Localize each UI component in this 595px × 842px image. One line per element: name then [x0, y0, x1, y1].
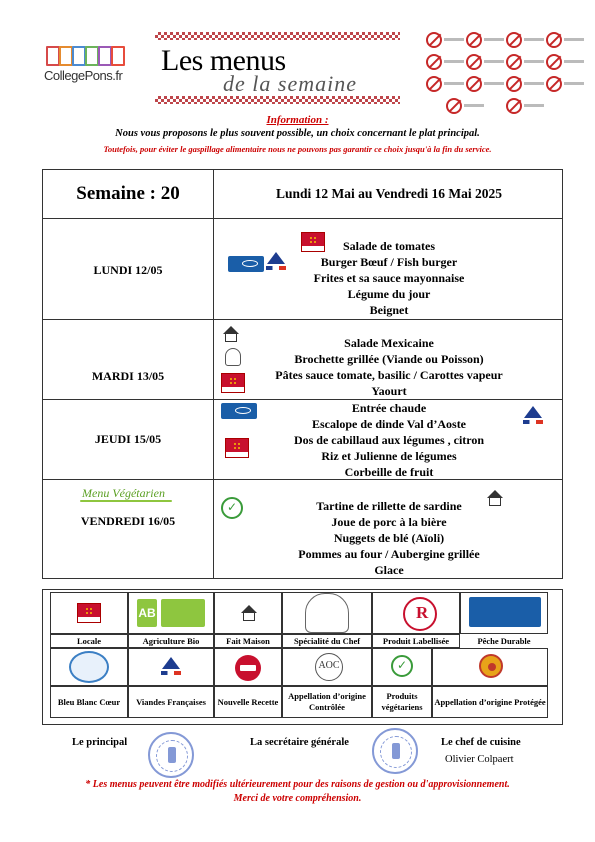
- dish-item: Pâtes sauce tomate, basilic / Carottes vapeur: [275, 368, 503, 382]
- legend-label: Viandes Françaises: [128, 686, 214, 718]
- legend-icon-cell: [282, 648, 372, 686]
- signature-secretaire: La secrétaire générale: [250, 737, 349, 748]
- aop-icon: [479, 654, 503, 678]
- info-warning: Toutefois, pour éviter le gaspillage alimentaire nous ne pouvons pas garantir ce choix jusqu'à la fin du service.: [103, 144, 492, 154]
- allergen-label: [564, 60, 584, 63]
- day-dishes: [214, 400, 564, 480]
- logo-card-icon: [111, 46, 125, 66]
- legend-label: Produits végétariens: [372, 686, 432, 718]
- college-logo[interactable]: [44, 44, 124, 92]
- dish-item: Joue de porc à la bière: [331, 515, 447, 529]
- allergen-label: [524, 38, 544, 41]
- legend-label: Produit Labellisée: [372, 634, 460, 648]
- celery-icon: [426, 76, 442, 92]
- allergen-label: [444, 82, 464, 85]
- logo-card-icon: [72, 46, 86, 66]
- legend-icon-cell: [50, 592, 128, 634]
- local-occitanie-icon: [77, 603, 101, 623]
- nouvelle-recette-icon: [235, 655, 261, 681]
- allergen-chart: [422, 26, 584, 122]
- allergen-label: [464, 104, 484, 107]
- viandes-francaises-icon: [159, 657, 183, 677]
- dish-item: Salade de tomates: [343, 239, 435, 253]
- dish-item: Glace: [374, 563, 404, 577]
- dish-item: Nuggets de blé (Aïoli): [333, 531, 445, 545]
- local-occitanie-icon: [301, 232, 325, 252]
- aoc-icon: AOC: [315, 653, 343, 681]
- menu-table: [42, 169, 563, 579]
- day-label: MARDI 13/05: [91, 369, 165, 383]
- dish-item: Burger Bœuf / Fish burger: [320, 255, 458, 269]
- day-dishes: [214, 498, 564, 578]
- footer-disclaimer: * Les menus peuvent être modifiés ultérieurement pour des raisons de gestion ou d'approvisionnement.: [85, 779, 510, 790]
- dish-item: Escalope de dinde Val d’Aoste: [311, 417, 467, 431]
- label-rouge-icon: [403, 597, 437, 631]
- chef-name: Olivier Colpaert: [445, 754, 514, 765]
- legend-icon-cell: [128, 648, 214, 686]
- logo-card-icon: [98, 46, 112, 66]
- info-text: Nous vous proposons le plus souvent possible, un choix concernant le plat principal.: [115, 128, 480, 139]
- crustaceans-icon: [466, 32, 482, 48]
- legend-icon-cell: [50, 648, 128, 686]
- day-label: LUNDI 12/05: [93, 263, 163, 277]
- vegetarian-product-icon: [221, 497, 243, 519]
- sesame-icon: [506, 76, 522, 92]
- eu-organic-leaf-icon: [161, 599, 205, 627]
- fait-maison-icon: [485, 490, 505, 508]
- eggs-icon: [506, 32, 522, 48]
- footer-thanks: Merci de votre compréhension.: [233, 793, 362, 804]
- logo-card-icon: [59, 46, 73, 66]
- dish-item: Tartine de rillette de sardine: [316, 499, 462, 513]
- viandes-francaises-icon: [264, 252, 288, 272]
- dish-item: Entrée chaude: [351, 401, 427, 415]
- mustard-icon: [466, 76, 482, 92]
- bleu-blanc-coeur-icon: [69, 651, 109, 683]
- vegetarian-menu-tag: Menu Végétarien: [82, 486, 165, 500]
- date-range: Lundi 12 Mai au Vendredi 16 Mai 2025: [276, 186, 502, 201]
- soy-icon: [466, 54, 482, 70]
- vegetarian-underline: [80, 500, 172, 502]
- logo-card-icon: [85, 46, 99, 66]
- legend-icon-cell: [432, 648, 548, 686]
- viandes-francaises-icon: [521, 406, 545, 426]
- peanuts-icon: [426, 54, 442, 70]
- legend-label: Pêche Durable: [477, 635, 531, 646]
- chef-specialty-icon: [225, 348, 241, 366]
- logo-cards: [46, 44, 122, 66]
- week-label: Semaine : 20: [76, 183, 180, 204]
- local-occitanie-icon: [225, 438, 249, 458]
- chef-specialty-icon: [305, 593, 349, 633]
- dish-item: Corbeille de fruit: [344, 465, 434, 479]
- day-dishes: [214, 238, 564, 318]
- allergen-label: [564, 82, 584, 85]
- msc-fish-icon: [228, 256, 264, 272]
- msc-peche-durable-icon: [469, 597, 541, 627]
- nuts-icon: [546, 54, 562, 70]
- allergen-label: [484, 38, 504, 41]
- day-label: JEUDI 15/05: [94, 432, 162, 446]
- legend-label: Agriculture Bio: [128, 634, 214, 648]
- allergen-label: [524, 60, 544, 63]
- fish-icon: [546, 32, 562, 48]
- local-occitanie-icon: [221, 373, 245, 393]
- legend-label: Bleu Blanc Cœur: [50, 686, 128, 718]
- dish-item: Beignet: [369, 303, 409, 317]
- allergen-label: [524, 82, 544, 85]
- legend-label: Locale: [50, 634, 128, 648]
- signature-principal: Le principal: [72, 737, 128, 748]
- legend-label: Appellation d’origine Protégée: [432, 686, 548, 718]
- allergen-label: [484, 60, 504, 63]
- dish-item: Riz et Julienne de légumes: [321, 449, 457, 463]
- legend-label: Nouvelle Recette: [214, 686, 282, 718]
- sulphites-icon: [546, 76, 562, 92]
- day-dishes: [214, 335, 564, 399]
- legend-icon-cell: [214, 648, 282, 686]
- legend-icon-cell: [282, 592, 372, 634]
- menu-banner: [155, 32, 400, 106]
- legend-label: Fait Maison: [214, 634, 282, 648]
- allergen-label: [524, 104, 544, 107]
- info-title: Information :: [266, 114, 329, 126]
- fait-maison-icon: [239, 605, 259, 623]
- banner-subtitle: de la semaine: [223, 71, 357, 96]
- vegetarian-product-icon: [391, 655, 413, 677]
- dish-item: Brochette grillée (Viande ou Poisson): [294, 352, 484, 366]
- logo-name: CollegePons.fr: [44, 68, 123, 83]
- allergen-label: [444, 38, 464, 41]
- legend-icon-cell: [214, 592, 282, 634]
- banner-title: Les menus: [161, 44, 286, 77]
- fait-maison-icon: [221, 326, 241, 344]
- dish-item: Légume du jour: [347, 287, 431, 301]
- checkered-border-top: [155, 32, 400, 40]
- legend-icon-cell: [128, 592, 214, 634]
- legend-icon-cell: [460, 592, 548, 634]
- allergen-label: [484, 82, 504, 85]
- legend-label: Spécialité du Chef: [282, 634, 372, 648]
- dish-item: Dos de cabillaud aux légumes , citron: [293, 433, 485, 447]
- molluscs-icon: [506, 98, 522, 114]
- row-divider: [43, 319, 562, 320]
- lupin-icon: [446, 98, 462, 114]
- principal-stamp-icon: [148, 732, 194, 778]
- dish-item: Frites et sa sauce mayonnaise: [313, 271, 465, 285]
- agriculture-bio-icon: AB: [137, 599, 157, 627]
- dish-item: Salade Mexicaine: [344, 336, 434, 350]
- legend-table: [42, 589, 563, 725]
- allergen-label: [564, 38, 584, 41]
- msc-fish-icon: [221, 403, 257, 419]
- day-label: VENDREDI 16/05: [80, 514, 176, 528]
- allergen-label: [444, 60, 464, 63]
- signature-chef: Le chef de cuisine: [441, 737, 521, 748]
- checkered-border-bottom: [155, 96, 400, 104]
- logo-card-icon: [46, 46, 60, 66]
- dish-item: Pommes au four / Aubergine grillée: [298, 547, 480, 561]
- legend-icon-cell: [372, 592, 460, 634]
- legend-label: Appellation d’origine Contrôlée: [282, 686, 372, 718]
- gluten-icon: [426, 32, 442, 48]
- row-divider: [43, 218, 562, 219]
- legend-icon-cell: [372, 648, 432, 686]
- secretaire-stamp-icon: [372, 728, 418, 774]
- dish-item: Yaourt: [371, 384, 407, 398]
- milk-icon: [506, 54, 522, 70]
